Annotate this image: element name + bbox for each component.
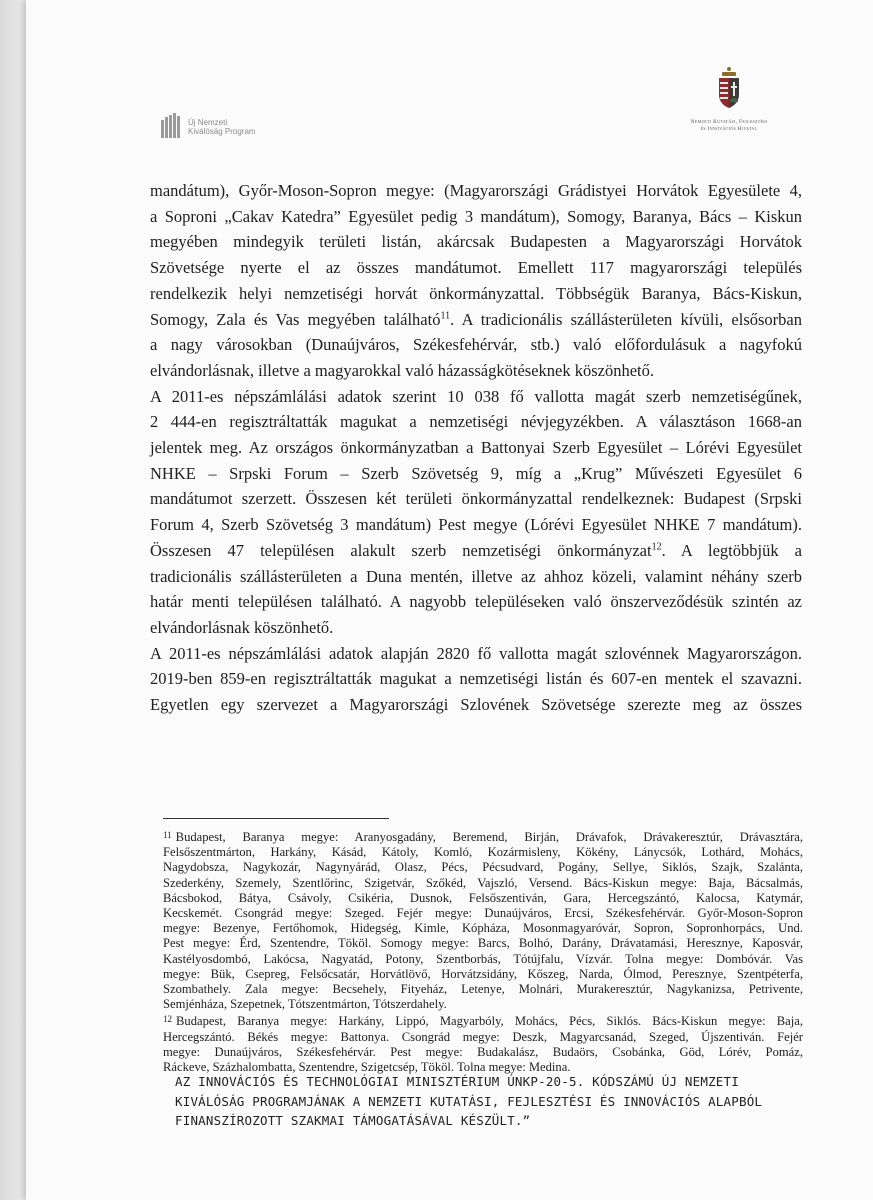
nkfih-logo [664,66,794,133]
body-line: határ menti településen található. A nagyobb településeken való önszerveződésük szintén az [150,592,802,612]
funding-acknowledgement [175,1072,815,1131]
footnote-line: megye: Bük, Csepreg, Felsőcsatár, Horvátlövő, Horvátzsidány, Kőszeg, Narda, Ólmod, Peresznye, Szentpéterfa, [163,966,803,981]
footnote-separator [163,818,389,819]
body-line: A 2011-es népszámlálási adatok szerint 10 038 fő vallotta magát szerb nemzetiségűnek, [150,386,802,406]
body-line-text: . A legtöbbjük a [661,540,802,560]
hungarian-coat-of-arms-icon [716,66,742,110]
body-line: Forum 4, Szerb Szövetség 3 mandátum) Pest megye (Lórévi Egyesület NHKE 7 mandátum). [150,515,802,535]
footnote-line: Semjénháza, Szepetnek, Tótszentmárton, Tótszerdahely. [163,997,447,1012]
footnote-12-text: Budapest, Baranya megye: Harkány, Lippó, Magyarbóly, Mohács, Pécs, Siklós. Bács-Kiskun megye: Baja, [176,1014,803,1029]
body-text [150,178,802,718]
unkp-logo-line-1: Új Nemzeti [188,118,228,127]
footnote-11-line-first [163,828,803,845]
unkp-logo-mark-icon [160,112,184,142]
footnote-line: Pest megye: Érd, Szentendre, Tököl. Somogy megye: Barcs, Bolhó, Darány, Drávatamási, Heresznye, Kaposvár, [163,936,803,951]
scan-edge-shadow [0,0,26,1200]
body-line: tradicionális szállásterületen a Duna mentén, illetve az ahhoz közeli, valamint néhány szerb [150,566,802,586]
footnote-line: Hercegszántó. Békés megye: Battonya. Csongrád megye: Deszk, Magyarcsanád, Szeged, Újszentiván. Fejér [163,1029,803,1044]
footnote-line: Felsőszentmárton, Harkány, Kásád, Kátoly, Komló, Kozármisleny, Kökény, Lánycsók, Lothárd, Mohács, [163,845,803,860]
acknowledgement-line: FINANSZÍROZOTT SZAKMAI TÁMOGATÁSÁVAL KÉSZÜLT.” [175,1113,531,1128]
body-line: megyében mindegyik területi listán, akárcsak Budapesten a Magyarországi Horvátok [150,232,802,252]
footnote-line: Nagydobsza, Nagykozár, Nagynyárád, Olasz, Pécs, Pécsudvard, Pogány, Sellye, Siklós, Szajk, Szalánta, [163,860,803,875]
nkfih-logo-line-1: Nemzeti Kutatási, Fejlesztési [690,119,768,125]
body-line: Szövetsége nyerte el az összes mandátumot. Emellett 117 magyarországi település [150,258,802,278]
body-line: a Soproni „Cakav Katedra” Egyesület pedig 3 mandátum), Somogy, Baranya, Bács – Kiskun [150,206,802,226]
body-line: jelentek meg. Az országos önkormányzatban a Battonyai Szerb Egyesület – Lórévi Egyesület [150,438,802,458]
body-line-with-footnote-ref [150,307,802,333]
body-line-text: Összesen 47 településen alakult szerb nemzetiségi önkormányzat [150,540,652,560]
footnote-11-text: Budapest, Baranya megye: Aranyosgadány, Beremend, Birján, Drávafok, Drávakeresztúr, Drávasztára, [175,830,803,844]
footnote-number-11: 11 [163,830,172,840]
body-line-text: Somogy, Zala és Vas megyében található [150,309,441,329]
body-line: NHKE – Srpski Forum – Szerb Szövetség 9, míg a „Krug” Művészeti Egyesület 6 [150,463,802,483]
body-line: mandátumot szerzett. Összesen két területi önkormányzattal rendelkeznek: Budapest (Srpski [150,489,802,509]
footnote-12-line-first [163,1012,803,1029]
unkp-logo [160,112,256,142]
body-line-text: . A tradicionális szállásterületen kívüli, elsősorban [450,309,802,329]
footnote-line: Kecskemét. Csongrád megye: Szeged. Fejér megye: Dunaújváros, Ercsi, Székesfehérvár. Győr-Moson-Sopron [163,906,803,921]
body-line: rendelkezik helyi nemzetiségi horvát önkormányzattal. Többségük Baranya, Bács-Kiskun, [150,283,802,303]
footnote-line: Bácsbokod, Bátya, Csávoly, Csikéria, Dusnok, Felsőszentiván, Gara, Hercegszántó, Kalocsa, Katymár, [163,890,803,905]
unkp-logo-line-2: Kiválóság Program [188,127,256,136]
body-line: mandátum), Győr-Moson-Sopron megye: (Magyarországi Grádistyei Horvátok Egyesülete 4, [150,181,802,200]
footnotes [163,828,803,1075]
body-line-with-footnote-ref [150,538,802,564]
body-line: a nagy városokban (Dunaújváros, Székesfehérvár, stb.) való előfordulásuk a nagyfokú [150,335,802,355]
body-line: 2 444-en regisztráltatták magukat a nemzetiségi névjegyzékben. A választáson 1668-an [150,412,802,432]
footnote-reference: 11 [440,310,451,322]
nkfih-logo-line-2: és Innovációs Hivatal [700,126,758,132]
footnote-line: megye: Dunaújváros, Székesfehérvár. Pest megye: Budakalász, Budaörs, Csobánka, Göd, Lórév, Pomáz, [163,1044,803,1059]
body-line: elvándorlásnak köszönhető. [150,617,334,637]
body-line: elvándorlásnak, illetve a magyarokkal való házasságkötéseknek köszönhető. [150,360,654,380]
footnote-reference: 12 [651,541,662,553]
body-line: 2019-ben 859-en regisztráltatták magukat a nemzetiségi listán és 607-en mentek el szavazni. [150,669,802,689]
footnote-number-12: 12 [163,1014,172,1025]
body-line: Egyetlen egy szervezet a Magyarországi Szlovének Szövetsége szerezte meg az összes [150,695,802,715]
footnote-line: megye: Bezenye, Fertőhomok, Hidegség, Kimle, Kópháza, Mosonmagyaróvár, Sopron, Sopronhorpács, Und. [163,921,803,936]
acknowledgement-line: KIVÁLÓSÁG PROGRAMJÁNAK A NEMZETI KUTATÁSI, FEJLESZTÉSI ÉS INNOVÁCIÓS ALAPBÓL [175,1093,763,1109]
footnote-line: Kastélyosdombó, Lakócsa, Nagyatád, Potony, Szentborbás, Tótújfalu, Vízvár. Tolna megye: Dombóvár. Vas [163,951,803,966]
footnote-line: Szederkény, Szemely, Szentlőrinc, Szigetvár, Szőkéd, Vajszló, Versend. Bács-Kiskun megye: Baja, Bácsalmás, [163,875,803,890]
footnote-line: Ráckeve, Százhalombatta, Szentendre, Szigetcsép, Tököl. Tolna megye: Medina. [163,1060,571,1075]
acknowledgement-line: AZ INNOVÁCIÓS ÉS TECHNOLÓGIAI MINISZTÉRIUM ÚNKP-20-5. KÓDSZÁMÚ ÚJ NEMZETI [175,1074,739,1089]
body-line: A 2011-es népszámlálási adatok alapján 2820 fő vallotta magát szlovénnek Magyarországon. [150,643,802,663]
footnote-line: Szombathely. Zala megye: Becsehely, Fityeház, Letenye, Molnári, Murakeresztúr, Nagykanizsa, Petrivente, [163,982,803,997]
